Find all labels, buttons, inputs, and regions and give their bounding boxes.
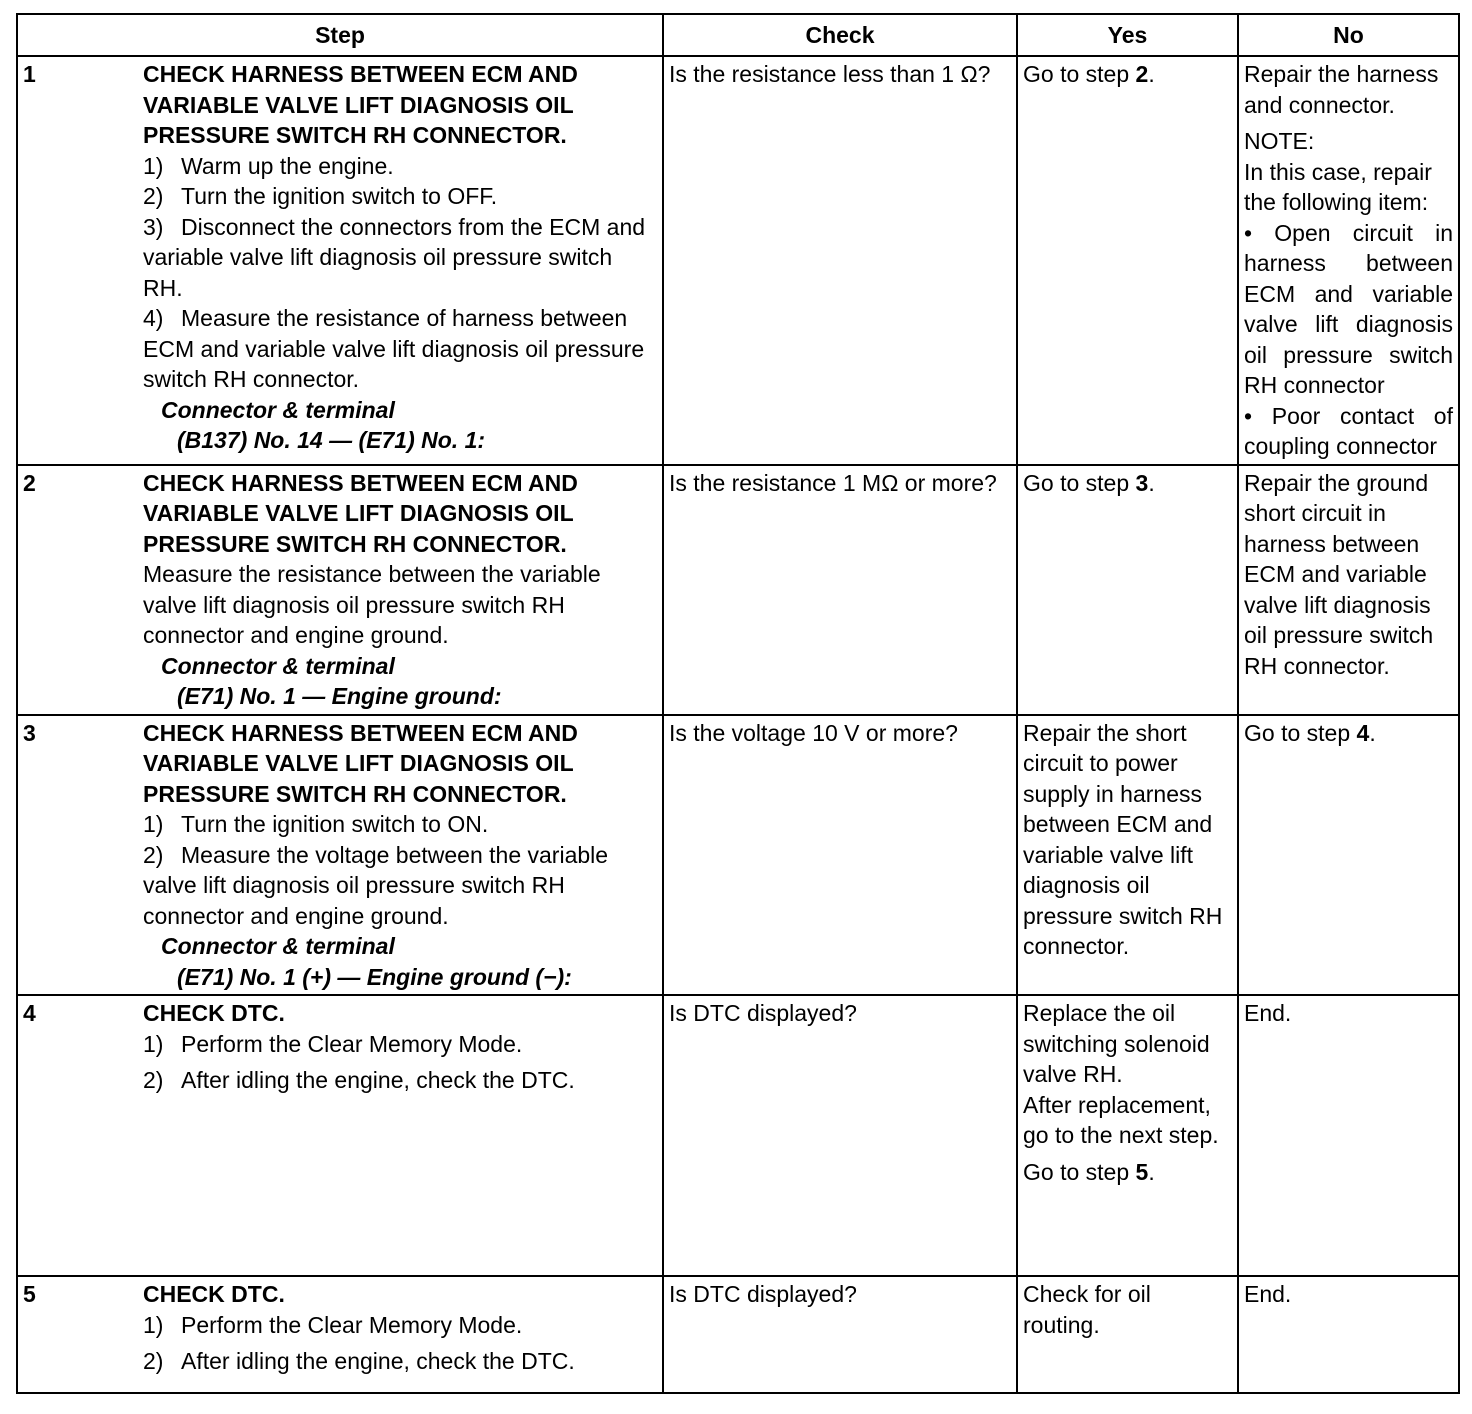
yes-after: After replacement, go to the next step. (1023, 1091, 1219, 1148)
step-title: CHECK HARNESS BETWEEN ECM AND VARIABLE VALVE LIFT DIAGNOSIS OIL PRESSURE SWITCH RH CONNECTOR. (143, 719, 578, 807)
connector-value: (E71) No. 1 (+) — Engine ground (−): (177, 963, 572, 990)
step-body (143, 468, 657, 712)
table-row-step-4 (17, 995, 1459, 1276)
check-cell: Is DTC displayed? (663, 1276, 1017, 1393)
header-row (17, 14, 1459, 56)
table-row-step-2 (17, 465, 1459, 715)
substep: 3) Disconnect the connectors from the ECM and variable valve lift diagnosis oil pressure switch RH. (143, 213, 646, 301)
connector-label: Connector & terminal (161, 396, 395, 423)
check-cell: Is the resistance less than 1 Ω? (663, 56, 1017, 465)
substep: 4) Measure the resistance of harness between ECM and variable valve lift diagnosis oil pressure switch RH connector. (143, 305, 645, 392)
connector-value: (B137) No. 14 — (E71) No. 1: (177, 427, 486, 453)
no-cell: Go to step 4. (1238, 715, 1459, 996)
no-cell (1238, 56, 1459, 465)
connector-label: Connector & terminal (161, 652, 395, 679)
step-cell (17, 56, 663, 465)
note-intro: In this case, repair the following item: (1244, 158, 1432, 215)
connector-value: (E71) No. 1 — Engine ground: (177, 683, 502, 709)
substep: 1) Perform the Clear Memory Mode. (143, 1030, 523, 1057)
no-cell: Repair the ground short circuit in harness between ECM and variable valve lift diagnosis oil pressure switch RH connector. (1238, 465, 1459, 715)
note-label: NOTE: (1244, 128, 1315, 154)
step-title: CHECK HARNESS BETWEEN ECM AND VARIABLE VALVE LIFT DIAGNOSIS OIL PRESSURE SWITCH RH CONNECTOR. (143, 61, 578, 148)
step-title: CHECK DTC. (143, 1281, 285, 1307)
substep: 1) Warm up the engine. (143, 152, 394, 179)
step-number: 3 (23, 719, 36, 746)
note-bullet: • Poor contact of coupling connector (1244, 402, 1453, 459)
step-text: Measure the resistance between the variable valve lift diagnosis oil pressure switch RH connector and engine ground. (143, 561, 601, 648)
step-cell (17, 995, 663, 1276)
step-cell (17, 465, 663, 715)
substep: 2) Measure the voltage between the variable valve lift diagnosis oil pressure switch RH connector and engine ground. (143, 841, 609, 929)
yes-cell: Repair the short circuit to power supply in harness between ECM and variable valve lift diagnosis oil pressure switch RH connector. (1017, 715, 1238, 996)
header-yes: Yes (1017, 14, 1238, 56)
step-body (143, 1279, 657, 1377)
header-step: Step (17, 14, 663, 56)
step-number: 2 (23, 469, 36, 496)
step-body (143, 718, 657, 993)
check-cell: Is DTC displayed? (663, 995, 1017, 1276)
step-cell (17, 1276, 663, 1393)
substep: 1) Turn the ignition switch to ON. (143, 811, 489, 837)
check-cell: Is the resistance 1 MΩ or more? (663, 465, 1017, 715)
step-title: CHECK DTC. (143, 1000, 285, 1026)
table-row-step-5 (17, 1276, 1459, 1393)
step-number: 5 (23, 1281, 36, 1307)
header-no: No (1238, 14, 1459, 56)
header-check: Check (663, 14, 1017, 56)
substep: 1) Perform the Clear Memory Mode. (143, 1311, 523, 1338)
substep: 2) Turn the ignition switch to OFF. (143, 183, 498, 209)
connector-label: Connector & terminal (161, 933, 395, 959)
step-body (143, 998, 657, 1096)
diagnostic-table (16, 13, 1460, 1394)
yes-main: Replace the oil switching solenoid valve RH. (1023, 1000, 1210, 1087)
check-cell: Is the voltage 10 V or more? (663, 715, 1017, 996)
no-main: Repair the harness and connector. (1244, 61, 1439, 118)
table-row-step-3 (17, 715, 1459, 996)
no-cell: End. (1238, 1276, 1459, 1393)
note-bullet: • Open circuit in harness between ECM and variable valve lift diagnosis oil pressure switch RH connector (1244, 219, 1453, 398)
yes-cell: Go to step 3. (1017, 465, 1238, 715)
yes-cell: Go to step 2. (1017, 56, 1238, 465)
step-number: 4 (23, 1000, 36, 1026)
step-number: 1 (23, 61, 36, 87)
yes-goto: Go to step 5. (1023, 1158, 1155, 1185)
substep: 2) After idling the engine, check the DTC. (143, 1067, 575, 1093)
no-cell: End. (1238, 995, 1459, 1276)
step-cell (17, 715, 663, 996)
step-title: CHECK HARNESS BETWEEN ECM AND VARIABLE VALVE LIFT DIAGNOSIS OIL PRESSURE SWITCH RH CONNECTOR. (143, 469, 578, 557)
substep: 2) After idling the engine, check the DTC. (143, 1348, 575, 1374)
table-row-step-1 (17, 56, 1459, 465)
yes-cell: Check for oil routing. (1017, 1276, 1238, 1393)
yes-cell (1017, 995, 1238, 1276)
step-body (143, 59, 657, 456)
